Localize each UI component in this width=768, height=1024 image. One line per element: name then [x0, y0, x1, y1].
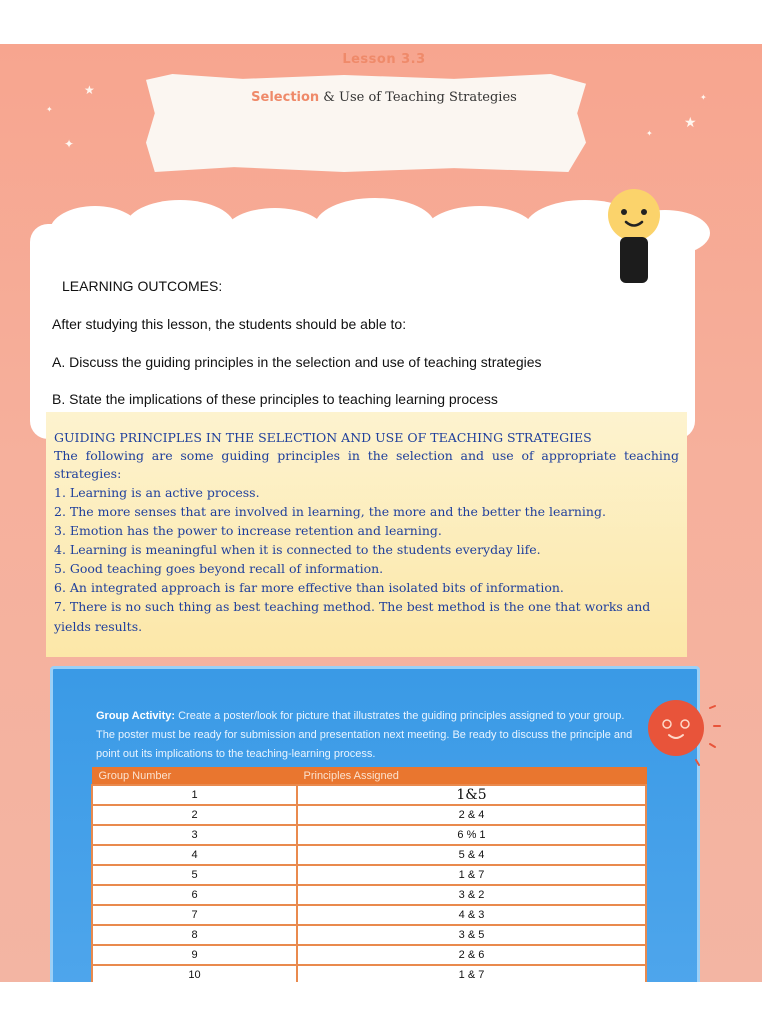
- group-assignment-table: [91, 767, 647, 982]
- table-row: [92, 825, 646, 845]
- table-row: [92, 905, 646, 925]
- table-row: [92, 845, 646, 865]
- principle-item: 2. The more senses that are involved in learning, the more and the better the learning.: [54, 504, 606, 519]
- principles-cell: 2 & 6: [297, 945, 646, 965]
- table-row: [92, 885, 646, 905]
- group-number-cell: 5: [92, 865, 297, 885]
- activity-instructions: [96, 707, 636, 764]
- group-number-cell: 4: [92, 845, 297, 865]
- learning-outcomes-intro: After studying this lesson, the students should be able to:: [52, 316, 407, 332]
- learning-outcome-b: B. State the implications of these principles to teaching learning process: [52, 391, 498, 407]
- principle-item: 7. There is no such thing as best teaching method. The best method is the one that works and yields results.: [54, 599, 651, 634]
- star-icon: ✦: [646, 129, 653, 138]
- principles-cell: 6 % 1: [297, 825, 646, 845]
- principle-item: 5. Good teaching goes beyond recall of information.: [54, 561, 384, 576]
- table-row: [92, 945, 646, 965]
- column-header-group-number: Group Number: [92, 768, 297, 785]
- principles-cell: 5 & 4: [297, 845, 646, 865]
- sun-face-icon: [636, 686, 726, 776]
- column-header-principles: Principles Assigned: [297, 768, 646, 785]
- principles-intro: The following are some guiding principles in the selection and use of appropriate teaching strategies:: [54, 448, 679, 481]
- principle-item: 4. Learning is meaningful when it is connected to the students everyday life.: [54, 542, 541, 557]
- lightbulb-icon: [604, 187, 664, 287]
- group-number-cell: 3: [92, 825, 297, 845]
- group-number-cell: 7: [92, 905, 297, 925]
- guiding-principles-box: [46, 412, 687, 657]
- group-number-cell: 9: [92, 945, 297, 965]
- table-row: [92, 865, 646, 885]
- table-row: [92, 925, 646, 945]
- group-number-cell: 10: [92, 965, 297, 983]
- principle-item: 6. An integrated approach is far more effective than isolated bits of information.: [54, 580, 564, 595]
- star-icon: ✦: [700, 93, 707, 102]
- learning-outcomes-panel: [30, 224, 695, 439]
- lesson-number: Lesson 3.3: [342, 52, 426, 67]
- group-number-cell: 6: [92, 885, 297, 905]
- table-row: [92, 785, 646, 805]
- activity-label: Group Activity:: [96, 710, 176, 722]
- lesson-title: [0, 90, 768, 105]
- lesson-title-highlight: Selection: [251, 90, 320, 105]
- group-number-cell: 8: [92, 925, 297, 945]
- star-icon: ★: [84, 83, 95, 97]
- star-icon: ✦: [64, 137, 75, 151]
- table-row: [92, 805, 646, 825]
- table-row: [92, 965, 646, 983]
- principles-cell: 2 & 4: [297, 805, 646, 825]
- group-number-cell: 2: [92, 805, 297, 825]
- worksheet-page: [0, 44, 762, 982]
- title-banner: [146, 74, 586, 172]
- learning-outcomes-heading: LEARNING OUTCOMES:: [62, 278, 223, 294]
- principle-item: 3. Emotion has the power to increase retention and learning.: [54, 523, 442, 538]
- principles-cell: 1&5: [297, 785, 646, 805]
- star-icon: ★: [684, 115, 697, 131]
- learning-outcome-a: A. Discuss the guiding principles in the selection and use of teaching strategies: [52, 354, 542, 370]
- activity-description: Create a poster/look for picture that illustrates the guiding principles assigned to your group. The poster must be ready for submission and presentation next meeting. Be ready to discuss the principle and point out its implications to the teaching-learning process.: [96, 710, 633, 760]
- principle-item: 1. Learning is an active process.: [54, 485, 260, 500]
- group-number-cell: 1: [92, 785, 297, 805]
- star-icon: ✦: [46, 105, 53, 114]
- group-activity-box: [50, 666, 700, 982]
- principles-cell: 3 & 2: [297, 885, 646, 905]
- principles-heading: GUIDING PRINCIPLES IN THE SELECTION AND USE OF TEACHING STRATEGIES: [54, 430, 592, 445]
- principles-cell: 1 & 7: [297, 965, 646, 983]
- lesson-title-rest: & Use of Teaching Strategies: [319, 90, 517, 105]
- principles-cell: 1 & 7: [297, 865, 646, 885]
- principles-list: [54, 483, 679, 637]
- principles-cell: 4 & 3: [297, 905, 646, 925]
- table-header-row: [92, 768, 646, 785]
- principles-cell: 3 & 5: [297, 925, 646, 945]
